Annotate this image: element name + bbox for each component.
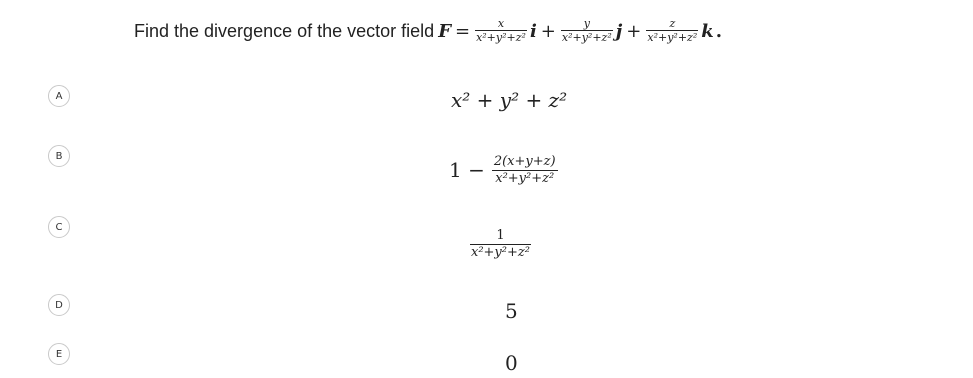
option-c-denominator: x²+y²+z² <box>471 244 530 260</box>
option-a-letter: A <box>55 90 63 102</box>
option-c-fraction <box>470 228 531 261</box>
option-b-fraction <box>492 154 558 187</box>
option-c-letter: C <box>55 221 63 233</box>
option-d-letter: D <box>55 299 63 311</box>
option-d-answer[interactable] <box>505 298 518 324</box>
term-j-fraction <box>561 17 613 45</box>
term-j-denominator: x²+y²+z² <box>561 31 612 44</box>
plus-sign: + <box>626 20 642 42</box>
term-k-fraction <box>646 17 698 45</box>
unit-vector-i: i <box>529 20 537 42</box>
option-e-answer[interactable] <box>505 350 518 376</box>
option-d-value: 5 <box>505 299 518 323</box>
term-j-numerator: y <box>583 17 590 30</box>
term-i-denominator: x²+y²+z² <box>476 31 526 44</box>
option-b-answer[interactable] <box>449 151 559 189</box>
term-k-denominator: x²+y²+z² <box>647 31 698 44</box>
option-c-answer[interactable] <box>469 224 532 264</box>
option-b-leading: 1 − <box>449 158 485 182</box>
equals-sign: = <box>454 20 471 42</box>
term-i-numerator: x <box>497 17 505 30</box>
option-c-numerator: 1 <box>496 227 505 243</box>
term-i-fraction <box>475 17 527 45</box>
question-statement <box>134 9 722 53</box>
end-period: . <box>715 20 723 42</box>
option-a-radio[interactable] <box>48 85 70 107</box>
option-a-expression: x² + y² + z² <box>451 88 568 112</box>
option-b-radio[interactable] <box>48 145 70 167</box>
unit-vector-j: j <box>615 20 623 42</box>
option-e-letter: E <box>55 348 63 360</box>
plus-sign: + <box>540 20 556 42</box>
unit-vector-k: k <box>701 20 714 42</box>
question-text: Find the divergence of the vector field <box>134 20 435 41</box>
option-c-radio[interactable] <box>48 216 70 238</box>
option-b-numerator: 2(x+y+z) <box>493 153 556 169</box>
option-d-radio[interactable] <box>48 294 70 316</box>
option-e-radio[interactable] <box>48 343 70 365</box>
option-e-value: 0 <box>505 351 518 375</box>
option-b-letter: B <box>55 150 63 162</box>
option-b-denominator: x²+y²+z² <box>495 170 555 186</box>
field-symbol: F <box>438 20 451 42</box>
term-k-numerator: z <box>669 17 676 30</box>
option-a-answer[interactable] <box>451 88 567 112</box>
